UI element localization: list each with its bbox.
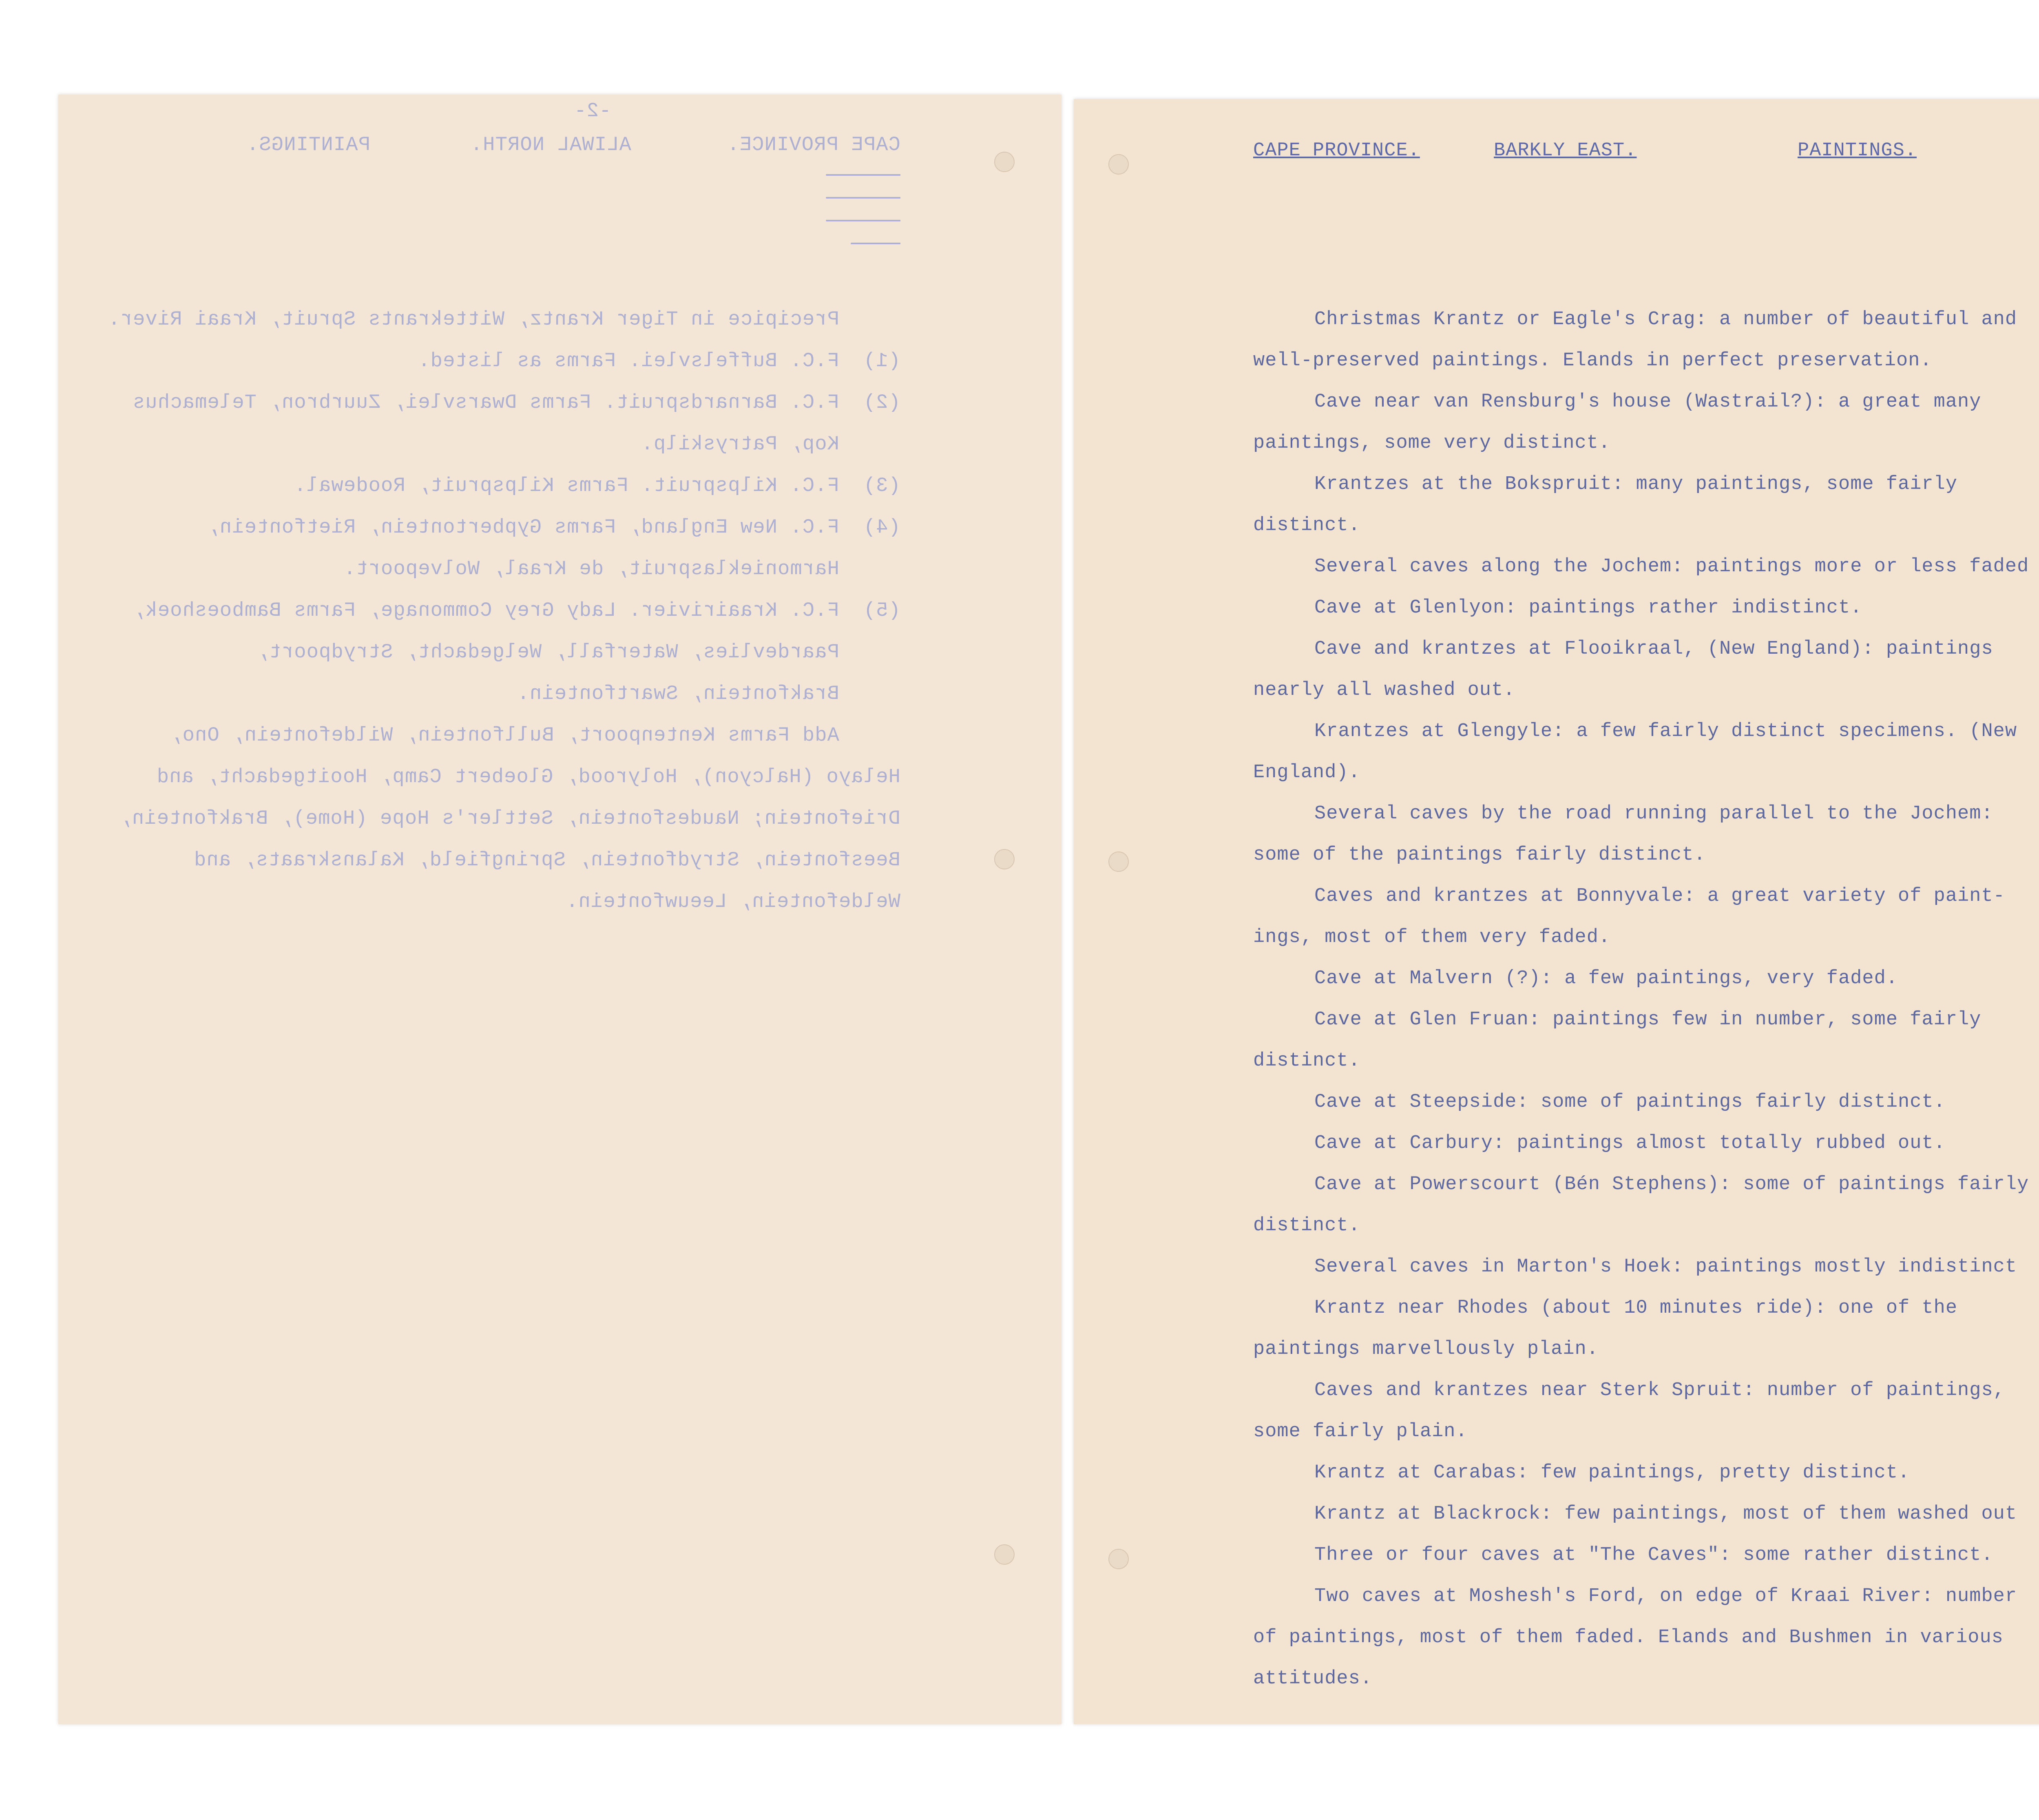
entry-paragraph: Krantzes at the Bokspruit: many paintings, some fairly distinct. xyxy=(1253,473,1958,536)
entry-paragraph: Several caves along the Jochem: paintings more or less faded xyxy=(1314,556,2029,577)
page-number: -2- xyxy=(574,100,611,122)
header-province: CAPE PROVINCE. xyxy=(727,133,900,156)
list-item: (3)F.C. Kilpspruit. Farms Kilpspruit, Roodewal. xyxy=(294,474,900,497)
entry-paragraph: Cave and krantzes at Flooikraal, (New England): paintings nearly all washed out. xyxy=(1253,638,1993,701)
entry-paragraph: Cave near van Rensburg's house (Wastrail?): a great many paintings, some very distinct. xyxy=(1253,391,1982,454)
left-page xyxy=(58,95,1062,1724)
entry-paragraph: Krantz at Carabas: few paintings, pretty distinct. xyxy=(1314,1462,1910,1484)
right-page xyxy=(1074,99,2039,1724)
list-item: (1)F.C. Buffelsvlei. Farms as listed. xyxy=(418,349,900,372)
entry-paragraph: Three or four caves at "The Caves": some rather distinct. xyxy=(1314,1544,1993,1566)
entry-paragraph: Cave at Powerscourt (Bén Stephens): some of paintings fairly distinct. xyxy=(1253,1174,2029,1236)
list-item: (2)F.C. Barnardspruit. Farms Dwarsvlei, Zuurbron, Telemachus Kop, Patryskilp. xyxy=(132,391,900,456)
left-body xyxy=(101,299,900,922)
list-item: (5)F.C. Kraairivier. Lady Grey Commonage, Farms Bamboeshoek, Paardevlies, Waterfall, Welgedacht, Strydpoort, Brakfontein, Swartfontein. xyxy=(132,599,900,705)
header-topic: PAINTINGS. xyxy=(1798,140,1917,161)
entry-paragraph: Several caves by the road running parallel to the Jochem: some of the paintings fairly distinct. xyxy=(1253,803,1993,866)
entry-paragraph: Caves and krantzes at Bonnyvale: a great variety of paint- ings, most of them very faded. xyxy=(1253,885,2005,948)
closing-paragraph: Add Farms Kentenpoort, Bullfontein, Wildefontein, Ono, Helayo (Halcyon), Holyrood, Gloebert Camp, Hooitgedacht, and Driefontein; Naudesfontein, Settler's Hope (Home), Brakfontein, Beesfontein, Strydfontein, Springfield, Kalanskraats, and Weldefontein, Leeuwfontein. xyxy=(119,724,900,913)
entry-paragraph: Krantz at Blackrock: few paintings, most of them washed out xyxy=(1314,1503,2017,1525)
entry-paragraph: Caves and krantzes near Sterk Spruit: number of paintings, some fairly plain. xyxy=(1253,1380,2005,1442)
entry-paragraph: Cave at Malvern (?): a few paintings, very faded. xyxy=(1314,968,1898,989)
header-district: ALIWAL NORTH. xyxy=(470,133,631,156)
list-item: (4)F.C. New England, Farms Gypbertontein, Rietfontein, Harmonieklaspruit, de Kraal, Wolvepoort. xyxy=(207,516,900,580)
entry-paragraph: Christmas Krantz or Eagle's Crag: a number of beautiful and well-preserved paintings. Elands in perfect preservation. xyxy=(1253,309,2017,372)
header-province: CAPE PROVINCE. xyxy=(1253,140,1420,161)
entry-paragraph: Cave at Glen Fruan: paintings few in number, some fairly distinct. xyxy=(1253,1009,1982,1072)
entry-paragraph: Cave at Glenlyon: paintings rather indistinct. xyxy=(1314,597,1862,619)
header-topic: PAINTINGS. xyxy=(246,133,370,156)
left-header xyxy=(246,133,900,248)
header-district: BARKLY EAST. xyxy=(1494,140,1637,161)
entry-paragraph: Two caves at Moshesh's Ford, on edge of Kraai River: number of paintings, most of them faded. Elands and Bushmen in various attitudes. xyxy=(1253,1586,2017,1690)
right-body xyxy=(1253,299,2039,1699)
entry-paragraph: Krantzes at Glengyle: a few fairly distinct specimens. (New England). xyxy=(1253,721,2017,783)
entry-paragraph: Cave at Carbury: paintings almost totally rubbed out. xyxy=(1314,1132,1946,1154)
intro-paragraph: Precipice in Tiger Krantz, Wittekrants Spruit, Kraai River. xyxy=(108,308,839,331)
entry-paragraph: Krantz near Rhodes (about 10 minutes ride): one of the paintings marvellously plain. xyxy=(1253,1297,1958,1360)
mirrored-bleed-through-text xyxy=(58,95,1062,1724)
entry-paragraph: Cave at Steepside: some of paintings fairly distinct. xyxy=(1314,1091,1946,1113)
entry-paragraph: Several caves in Marton's Hoek: paintings mostly indistinct xyxy=(1314,1256,2017,1278)
